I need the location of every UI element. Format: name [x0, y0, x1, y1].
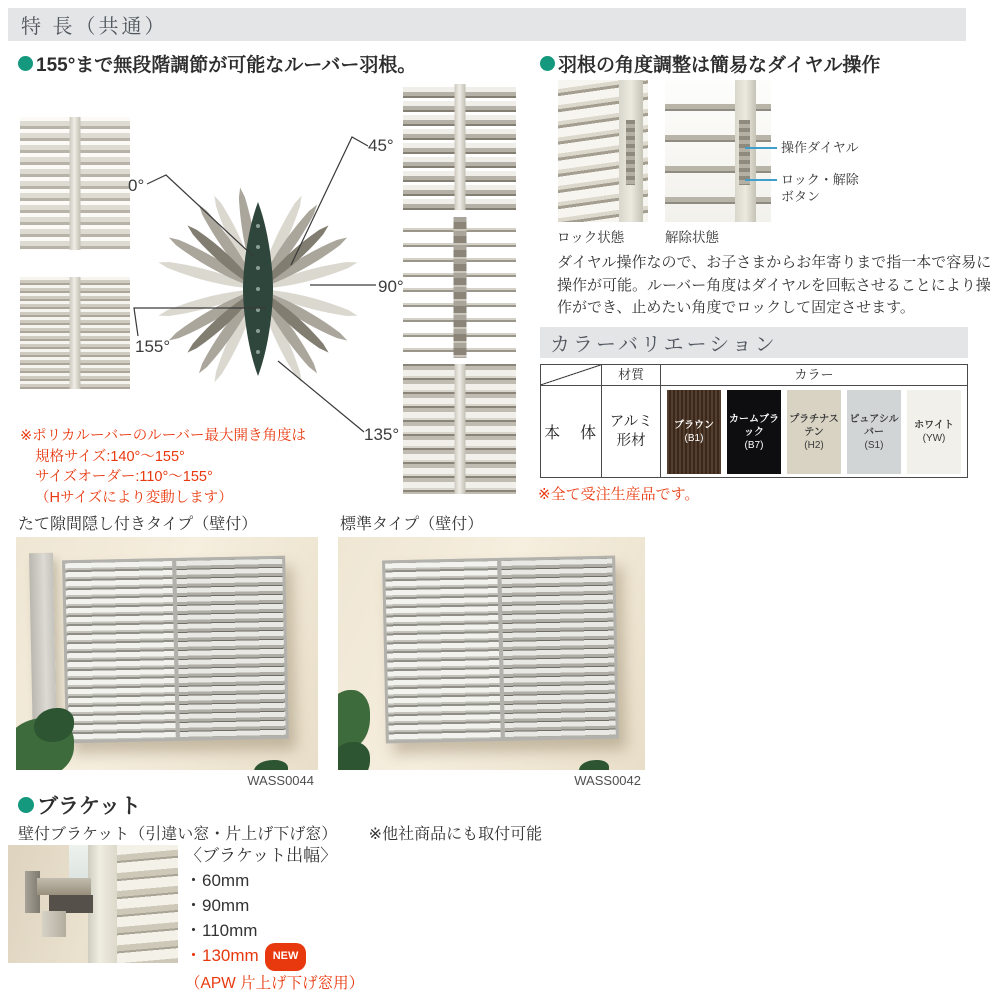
install-right-photo: [338, 537, 645, 770]
green-bullet-icon: [18, 56, 33, 71]
polyca-louver-note: [20, 426, 360, 508]
note-line-4: （Hサイズにより変動します）: [35, 489, 233, 506]
table-color-column: [661, 365, 967, 477]
dial-strip: [739, 120, 750, 185]
color-swatch-platinum-stain: プラチナステン (H2): [787, 390, 841, 474]
angle-label-135: 135°: [364, 425, 400, 444]
dial-feature-title: 羽根の角度調整は簡易なダイヤル操作: [558, 55, 881, 76]
color-variation-title: カラーバリエーション: [550, 334, 778, 356]
section-header-bar: [8, 8, 966, 41]
bracket-lower-piece: [42, 911, 66, 937]
new-badge: NEW: [265, 943, 307, 971]
color-swatch-calm-black: カームブラック (B7): [727, 390, 781, 474]
plant-leaves: [254, 760, 288, 770]
bracket-item-130: [185, 943, 364, 971]
install-left-code: WASS0044: [247, 773, 314, 788]
plant-leaves: [338, 742, 370, 770]
louver-panel-left: [65, 561, 175, 740]
color-swatch-brown: ブラウン (B1): [667, 390, 721, 474]
install-left-photo: [16, 537, 318, 770]
dial-callout-line: [745, 147, 777, 149]
angle-label-0: 0°: [128, 176, 145, 195]
bracket-item-60: ・60mm: [185, 871, 250, 890]
material-header-cell: 材質: [602, 365, 660, 386]
dial-description: ダイヤル操作なので、お子さまからお年寄りまで指一本で容易に操作が可能。ルーバー角度はダイヤルを回転させることにより操作ができ、止めたい角度でロックして固定させます。: [557, 254, 992, 316]
bracket-item-90: ・90mm: [185, 896, 250, 915]
louver-panel-right: [497, 559, 616, 738]
material-line-1: アルミ: [609, 413, 653, 430]
made-to-order-note: ※全て受注生産品です。: [538, 486, 700, 503]
install-left-caption: たて隙間隠し付きタイプ（壁付）: [18, 516, 258, 533]
louver-feature-title: 155°まで無段階調節が可能なルーバー羽根。: [36, 55, 417, 76]
color-swatches: [661, 386, 967, 478]
note-line-1: ※ポリカルーバーのルーバー最大開き角度は: [20, 428, 307, 444]
louver-unit: [382, 556, 619, 744]
install-right-caption: 標準タイプ（壁付）: [340, 516, 484, 533]
color-swatch-white: ホワイト (YW): [907, 390, 961, 474]
green-bullet-icon: [18, 797, 34, 813]
dial-photos: [540, 80, 995, 245]
louver-slats: [117, 845, 178, 963]
angle-label-45: 45°: [368, 136, 394, 155]
louver-panel-right: [172, 559, 286, 738]
louver-feature-heading: [18, 50, 416, 77]
angle-label-90: 90°: [378, 277, 404, 296]
bracket-depth-list: [185, 843, 364, 996]
table-material-column: [602, 365, 661, 477]
page-title: 特 長（共通）: [21, 16, 168, 38]
bracket-subheading-row: [18, 821, 542, 844]
louver-panel-left: [385, 561, 500, 740]
dial-strip: [626, 120, 635, 185]
dial-feature-heading: [540, 50, 880, 77]
material-cell: [602, 386, 660, 477]
bracket-arm: [37, 878, 91, 895]
bracket-list-title: 〈ブラケット出幅〉: [185, 846, 338, 865]
table-row-label-column: [541, 365, 602, 477]
bracket-photo: [8, 845, 178, 963]
plant-leaves: [579, 760, 609, 770]
bracket-apw-note: （APW 片上げ下げ窓用）: [185, 975, 365, 992]
install-right-code: WASS0042: [574, 773, 641, 788]
bracket-title: ブラケット: [37, 795, 141, 818]
plant-leaves: [338, 690, 370, 750]
lock-callout-label-2: ボタン: [781, 189, 821, 204]
unlocked-caption: 解除状態: [665, 230, 719, 245]
green-bullet-icon: [540, 56, 555, 71]
bracket-compat-note: ※他社商品にも取付可能: [368, 826, 543, 843]
row-label-cell: 本 体: [544, 425, 599, 442]
bracket-item-110: ・110mm: [185, 921, 258, 940]
locked-state-photo: [558, 80, 648, 222]
note-line-3: サイズオーダー:110°～155°: [35, 469, 213, 486]
bracket-heading: [18, 790, 141, 820]
bracket-subheading: 壁付ブラケット（引違い窓・片上げ下げ窓）: [18, 826, 338, 843]
color-variation-bar: [540, 327, 968, 358]
angle-label-155: 155°: [135, 337, 171, 356]
diagonal-header-cell: [541, 365, 601, 386]
color-swatch-pure-silver: ピュアシルバー (S1): [847, 390, 901, 474]
unlocked-state-photo: [665, 80, 771, 222]
material-line-2: 形材: [616, 432, 646, 449]
locked-caption: ロック状態: [557, 230, 625, 245]
bracket-item-130-text: ・130mm: [185, 946, 259, 965]
color-variation-table: [540, 364, 968, 478]
dial-callout-label: 操作ダイヤル: [781, 140, 859, 155]
note-line-2: 規格サイズ:140°～155°: [35, 448, 185, 465]
color-header-cell: カラー: [661, 365, 967, 386]
lock-callout-label-1: ロック・解除: [781, 172, 859, 187]
lock-callout-line: [745, 179, 777, 181]
louver-unit: [62, 556, 289, 744]
